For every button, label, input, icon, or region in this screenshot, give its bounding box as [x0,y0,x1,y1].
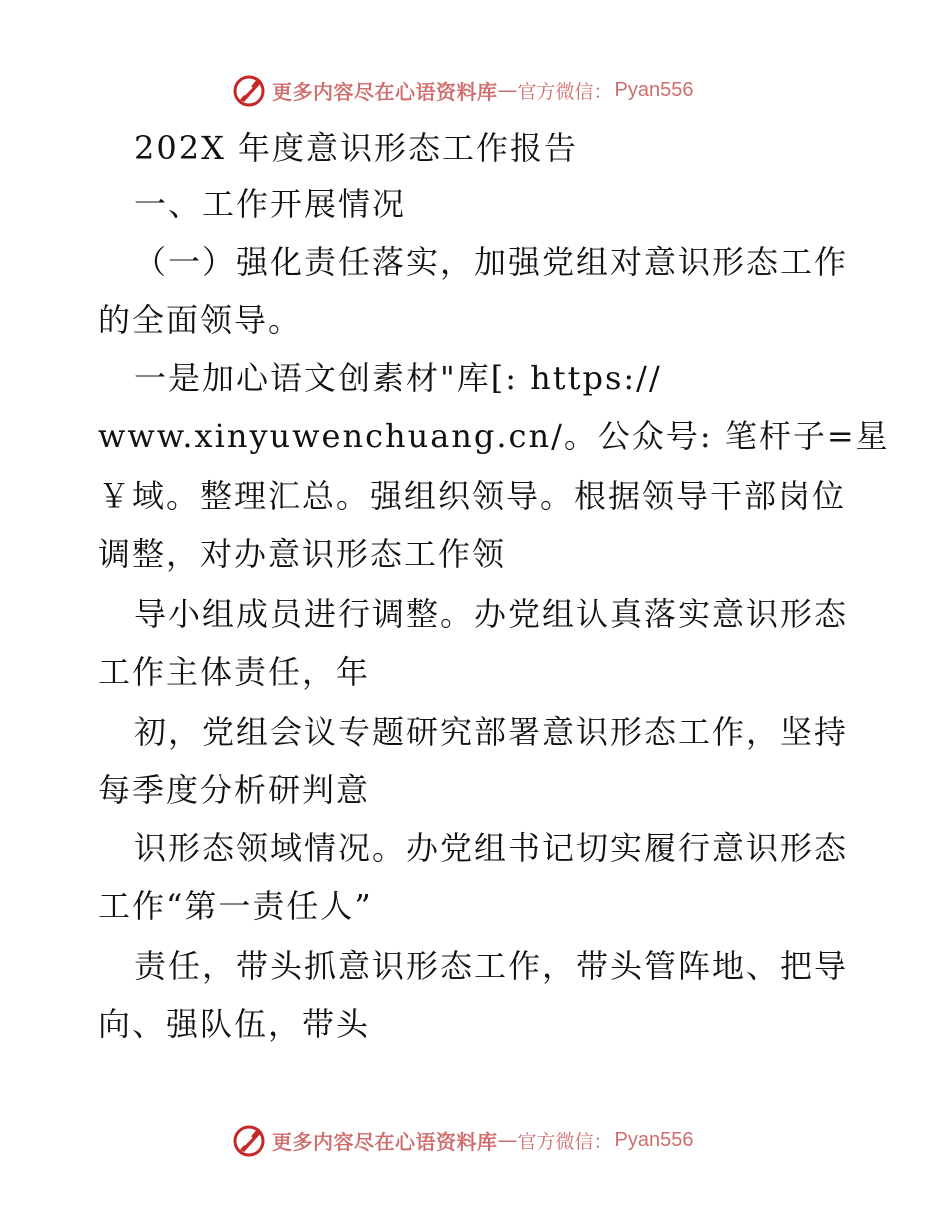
banner-dash: — [497,1128,518,1152]
banner-dash: — [497,78,518,102]
text-line: www.xinyuwenchuang.cn/。公众号: 笔杆子=星 [98,417,890,455]
quill-logo-icon [232,72,268,108]
banner-wechat-id: Pyan556 [614,78,694,101]
text-line: 调整，对办意识形态工作领 [98,535,507,573]
text-line: 一是加心语文创素材"库[: https:// [134,359,662,397]
footer-banner [232,1120,693,1160]
text-line: 初，党组会议专题研究部署意识形态工作，坚持 [134,713,849,751]
section-heading: 一、工作开展情况 [134,185,407,223]
banner-wechat-label: 官方微信： [517,80,613,103]
document-title: 202X 年度意识形态工作报告 [134,129,579,167]
banner-text: 更多内容尽在心语资料库 [272,79,498,104]
text-line: ￥域。整理汇总。强组织领导。根据领导干部岗位 [98,477,847,515]
text-line: 责任，带头抓意识形态工作，带头管阵地、把导 [134,947,849,985]
quill-logo-icon [232,1122,268,1158]
header-banner [232,70,693,110]
text-line: 工作“第一责任人” [98,887,373,925]
text-line: 每季度分析研判意 [98,771,371,809]
text-line: 导小组成员进行调整。办党组认真落实意识形态 [134,595,849,633]
text-line: 向、强队伍，带头 [98,1005,371,1043]
banner-wechat-id: Pyan556 [614,1128,694,1151]
text-line: 识形态领域情况。办党组书记切实履行意识形态 [134,829,849,867]
text-line: 工作主体责任，年 [98,653,371,691]
subsection-heading: （一）强化责任落实，加强党组对意识形态工作 [134,243,849,281]
banner-wechat-label: 官方微信： [517,1130,613,1153]
banner-text: 更多内容尽在心语资料库 [272,1129,498,1154]
text-line: 的全面领导。 [98,301,303,339]
